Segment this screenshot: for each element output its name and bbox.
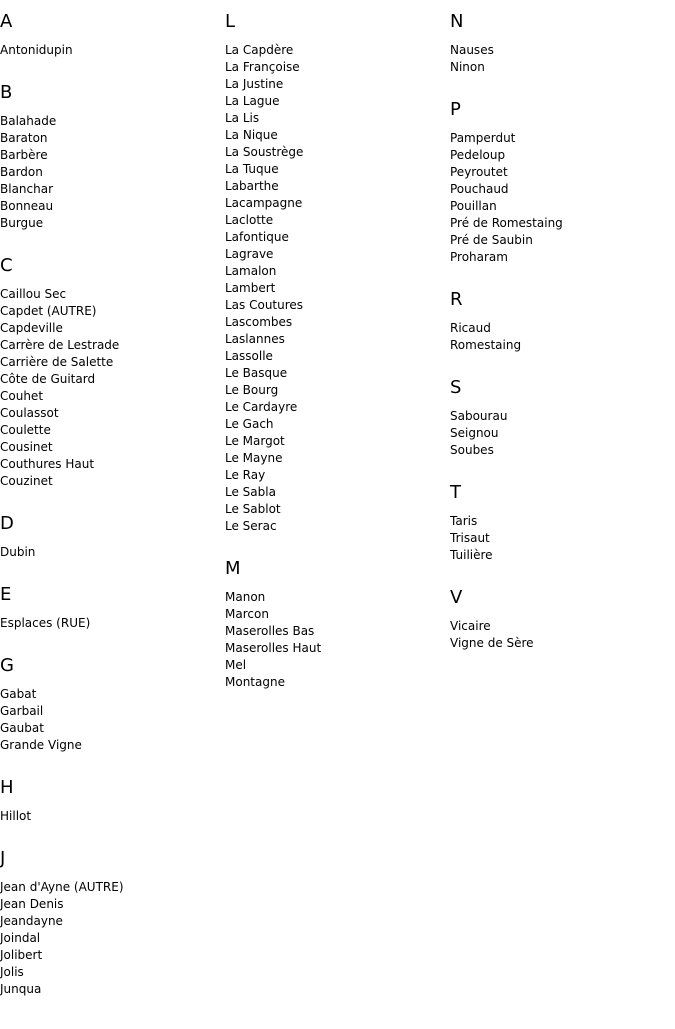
place-link[interactable]: Pouillan <box>450 199 497 213</box>
place-link[interactable]: Junqua <box>0 982 42 996</box>
letter-group <box>450 586 675 652</box>
place-link[interactable]: Pouchaud <box>450 182 509 196</box>
place-link[interactable]: Blanchar <box>0 182 54 196</box>
place-link[interactable]: Vicaire <box>450 619 491 633</box>
place-list <box>0 808 225 825</box>
place-link[interactable]: Carrère de Lestrade <box>0 338 120 352</box>
place-list <box>450 320 675 354</box>
place-link[interactable]: Las Coutures <box>225 298 304 312</box>
place-link[interactable]: La Soustrège <box>225 145 304 159</box>
place-link[interactable]: Tuilière <box>450 548 493 562</box>
place-list <box>0 113 225 232</box>
place-link[interactable]: Laclotte <box>225 213 274 227</box>
place-link[interactable]: La Tuque <box>225 162 279 176</box>
letter-group <box>0 776 225 825</box>
place-link[interactable]: Couhet <box>0 389 44 403</box>
place-link[interactable]: Couzinet <box>0 474 53 488</box>
column-2 <box>225 10 450 713</box>
place-link[interactable]: Lagrave <box>225 247 274 261</box>
place-link[interactable]: La Françoise <box>225 60 300 74</box>
place-list <box>0 879 225 998</box>
place-link[interactable]: Jeandayne <box>0 914 63 928</box>
place-link[interactable]: Bonneau <box>0 199 54 213</box>
letter-heading: R <box>450 289 463 310</box>
place-list <box>450 408 675 459</box>
place-link[interactable]: Pré de Romestaing <box>450 216 563 230</box>
place-link[interactable]: Le Margot <box>225 434 285 448</box>
place-link[interactable]: Labarthe <box>225 179 279 193</box>
place-list <box>0 615 225 632</box>
place-link[interactable]: Maserolles Haut <box>225 641 322 655</box>
letter-heading: D <box>0 513 14 534</box>
place-link[interactable]: Pedeloup <box>450 148 506 162</box>
place-link[interactable]: Trisaut <box>450 531 490 545</box>
place-link[interactable]: Balahade <box>0 114 57 128</box>
place-link[interactable]: Coulette <box>0 423 51 437</box>
letter-heading: V <box>450 587 463 608</box>
letter-heading: L <box>225 11 236 32</box>
letter-group <box>225 557 450 691</box>
place-link[interactable]: Lambert <box>225 281 276 295</box>
column-1 <box>0 10 225 1020</box>
place-link[interactable]: Maserolles Bas <box>225 624 315 638</box>
place-link[interactable]: Seignou <box>450 426 499 440</box>
place-link[interactable]: Gaubat <box>0 721 44 735</box>
letter-heading: B <box>0 82 13 103</box>
place-link[interactable]: Le Serac <box>225 519 277 533</box>
place-link[interactable]: Mel <box>225 658 247 672</box>
place-link[interactable]: Proharam <box>450 250 508 264</box>
place-list <box>225 42 450 535</box>
place-link[interactable]: Carrière de Salette <box>0 355 114 369</box>
letter-heading: M <box>225 558 241 579</box>
letter-heading: A <box>0 11 13 32</box>
letter-group <box>0 10 225 59</box>
place-link[interactable]: Vigne de Sère <box>450 636 534 650</box>
place-link[interactable]: Lafontique <box>225 230 289 244</box>
place-list <box>0 42 225 59</box>
place-link[interactable]: Taris <box>450 514 478 528</box>
letter-group <box>0 654 225 754</box>
place-link[interactable]: Caillou Sec <box>0 287 67 301</box>
letter-group <box>450 481 675 564</box>
place-link[interactable]: Le Mayne <box>225 451 283 465</box>
place-link[interactable]: Le Sablot <box>225 502 281 516</box>
place-link[interactable]: Nauses <box>450 43 494 57</box>
place-link[interactable]: Pré de Saubin <box>450 233 533 247</box>
place-link[interactable]: La Nique <box>225 128 278 142</box>
place-link[interactable]: Le Gach <box>225 417 274 431</box>
place-list <box>450 42 675 76</box>
place-link[interactable]: Ricaud <box>450 321 491 335</box>
letter-heading: P <box>450 99 461 120</box>
letter-group <box>0 254 225 490</box>
place-link[interactable]: Le Bourg <box>225 383 279 397</box>
place-link[interactable]: Joindal <box>0 931 41 945</box>
place-link[interactable]: Gabat <box>0 687 37 701</box>
letter-group <box>0 81 225 232</box>
place-link[interactable]: Jean d'Ayne (AUTRE) <box>0 880 124 894</box>
place-link[interactable]: Esplaces (RUE) <box>0 616 91 630</box>
place-link[interactable]: Burgue <box>0 216 44 230</box>
place-link[interactable]: Montagne <box>225 675 285 689</box>
place-list <box>450 513 675 564</box>
place-link[interactable]: La Lis <box>225 111 260 125</box>
place-link[interactable]: Capdeville <box>0 321 63 335</box>
place-link[interactable]: Coulassot <box>0 406 59 420</box>
place-link[interactable]: Le Sabla <box>225 485 276 499</box>
place-link[interactable]: Pamperdut <box>450 131 516 145</box>
place-link[interactable]: Jean Denis <box>0 897 64 911</box>
place-link[interactable]: Peyroutet <box>450 165 508 179</box>
letter-group <box>450 98 675 266</box>
letter-group <box>0 847 225 998</box>
place-link[interactable]: Côte de Guitard <box>0 372 96 386</box>
letter-group <box>225 10 450 535</box>
place-link[interactable]: Le Basque <box>225 366 288 380</box>
place-list <box>450 618 675 652</box>
letter-group <box>0 583 225 632</box>
letter-heading: T <box>450 482 461 503</box>
place-link[interactable]: Baraton <box>0 131 48 145</box>
place-link[interactable]: Sabourau <box>450 409 508 423</box>
letter-heading: J <box>0 848 6 869</box>
place-link[interactable]: Jolibert <box>0 948 43 962</box>
place-link[interactable]: Capdet (AUTRE) <box>0 304 97 318</box>
place-link[interactable]: Lascombes <box>225 315 293 329</box>
place-link[interactable]: Cousinet <box>0 440 53 454</box>
place-link[interactable]: Laslannes <box>225 332 285 346</box>
place-link[interactable]: La Lague <box>225 94 280 108</box>
place-link[interactable]: Bardon <box>0 165 43 179</box>
letter-heading: E <box>0 584 12 605</box>
place-link[interactable]: Garbail <box>0 704 44 718</box>
letter-heading: N <box>450 11 464 32</box>
place-link[interactable]: Ninon <box>450 60 485 74</box>
place-list <box>0 686 225 754</box>
place-link[interactable]: Lamalon <box>225 264 277 278</box>
place-link[interactable]: Lassolle <box>225 349 273 363</box>
place-link[interactable]: Grande Vigne <box>0 738 82 752</box>
place-link[interactable]: Lacampagne <box>225 196 303 210</box>
letter-group <box>450 288 675 354</box>
letter-group <box>0 512 225 561</box>
place-list <box>225 589 450 691</box>
place-link[interactable]: Jolis <box>0 965 24 979</box>
place-list <box>450 130 675 266</box>
place-link[interactable]: Dubin <box>0 545 36 559</box>
letter-heading: C <box>0 255 13 276</box>
place-link[interactable]: Hillot <box>0 809 32 823</box>
letter-group <box>450 376 675 459</box>
place-link[interactable]: Barbère <box>0 148 48 162</box>
place-link[interactable]: Le Cardayre <box>225 400 298 414</box>
letter-heading: G <box>0 655 14 676</box>
place-list <box>0 544 225 561</box>
place-link[interactable]: Le Ray <box>225 468 266 482</box>
letter-group <box>450 10 675 76</box>
place-link[interactable]: Romestaing <box>450 338 522 352</box>
place-list <box>0 286 225 490</box>
place-link[interactable]: Antonidupin <box>0 43 73 57</box>
place-link[interactable]: Manon <box>225 590 266 604</box>
column-3 <box>450 10 675 674</box>
place-link[interactable]: Soubes <box>450 443 494 457</box>
letter-heading: H <box>0 777 14 798</box>
place-link[interactable]: Couthures Haut <box>0 457 95 471</box>
place-link[interactable]: La Justine <box>225 77 284 91</box>
place-link[interactable]: La Capdère <box>225 43 294 57</box>
place-link[interactable]: Marcon <box>225 607 269 621</box>
letter-heading: S <box>450 377 462 398</box>
